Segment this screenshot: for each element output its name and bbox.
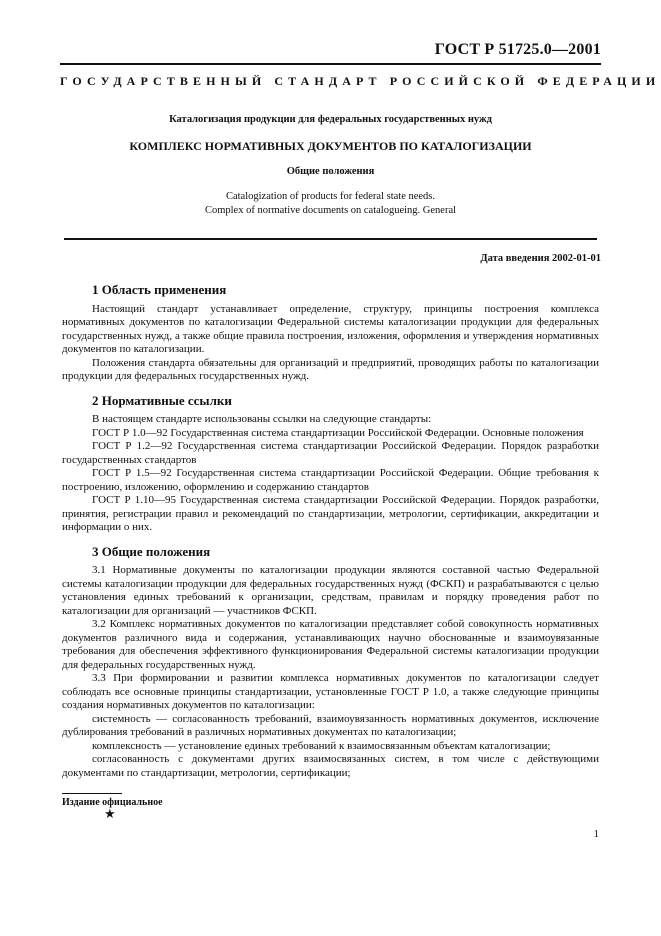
paragraph: 3.2 Комплекс нормативных документов по каталогизации представляет собой совокупность нормативных документов различного вида и содержания, устанавливающих научно обоснованные и взаимоувязанные требования для обеспечения эффективного функционирования Федеральной системы каталогизации продукции для федеральных государственных нужд. [62, 618, 599, 671]
english-title-line-2: Complex of normative documents on catalogueing. General [204, 205, 457, 216]
paragraph: ГОСТ Р 1.0—92 Государственная система стандартизации Российской Федерации. Основные положения [92, 426, 584, 439]
section-heading: 1 Область применения [92, 282, 227, 297]
main-title: КОМПЛЕКС НОРМАТИВНЫХ ДОКУМЕНТОВ ПО КАТАЛОГИЗАЦИИ [129, 139, 532, 153]
title-divider [64, 238, 597, 240]
section-normative-references [62, 394, 599, 535]
document-body [62, 283, 599, 790]
paragraph: 3.3 При формировании и развитии комплекса нормативных документов по каталогизации следует соблюдать все основные принципы стандартизации, установленные ГОСТ Р 1.0, а также следующие принципы создания нормативных документов по каталогизации: [62, 672, 599, 711]
paragraph: комплексность — установление единых требований к взаимосвязанным объектам каталогизации; [92, 739, 551, 752]
page-number: 1 [593, 828, 599, 840]
paragraph: ГОСТ Р 1.10—95 Государственная система стандартизации Российской Федерации. Порядок разработки, принятия, регистрации правил и рекомендаций по стандартизации, метрологии, сертификации, аккредитации и информации о них. [62, 494, 599, 533]
section-scope [62, 283, 599, 384]
section-heading: 3 Общие положения [92, 543, 211, 559]
star-icon: ★ [104, 806, 116, 821]
paragraph: 3.1 Нормативные документы по каталогизации продукции являются составной частью Федеральной системы каталогизации продукции для федеральных государственных нужд (ФСКП) и разрабатываются с целью установления единых требований к организации, средствам, правилам и порядку проведения работ по каталогизации для организаций — участников ФСКП. [62, 564, 599, 617]
paragraph: В настоящем стандарте использованы ссылки на следующие стандарты: [92, 413, 432, 425]
footer-divider [62, 793, 122, 794]
sub-title: Общие положения [286, 166, 375, 177]
document-number: ГОСТ Р 51725.0—2001 [434, 41, 601, 58]
introduction-date: Дата введения 2002-01-01 [480, 253, 601, 264]
super-title: Каталогизация продукции для федеральных государственных нужд [169, 114, 492, 125]
english-title [60, 190, 601, 218]
section-general-provisions [62, 545, 599, 781]
standard-title: ГОСУДАРСТВЕННЫЙ СТАНДАРТ РОССИЙСКОЙ ФЕДЕРАЦИИ [60, 74, 661, 88]
paragraph: Настоящий стандарт устанавливает определение, структуру, принципы построения комплекса нормативных документов по каталогизации Федеральной системы каталогизации продукции для федеральных государственных нужд, а также общие правила построения, изложения, оформления и утверждения нормативных документов по каталогизации. [62, 302, 599, 355]
paragraph: ГОСТ Р 1.5—92 Государственная система стандартизации Российской Федерации. Общие требования к построению, изложению, оформлению и содержанию стандартов [62, 467, 599, 493]
paragraph: Положения стандарта обязательны для организаций и предприятий, проводящих работы по каталогизации продукции для федеральных государственных нужд. [62, 356, 599, 382]
top-divider [60, 63, 601, 65]
paragraph: системность — согласованность требований, взаимоувязанность нормативных документов, исключение дублирования требований в различных нормативных документах по каталогизации; [62, 712, 599, 738]
paragraph: согласованность с документами других взаимосвязанных систем, в том числе с действующими документами по стандартизации, метрологии, сертификации; [62, 753, 599, 779]
official-edition-note: Издание официальное [62, 797, 163, 808]
paragraph: ГОСТ Р 1.2—92 Государственная система стандартизации Российской Федерации. Порядок разработки государственных стандартов [62, 440, 599, 466]
section-heading: 2 Нормативные ссылки [92, 392, 232, 408]
english-title-line-1: Catalogization of products for federal state needs. [225, 191, 436, 202]
